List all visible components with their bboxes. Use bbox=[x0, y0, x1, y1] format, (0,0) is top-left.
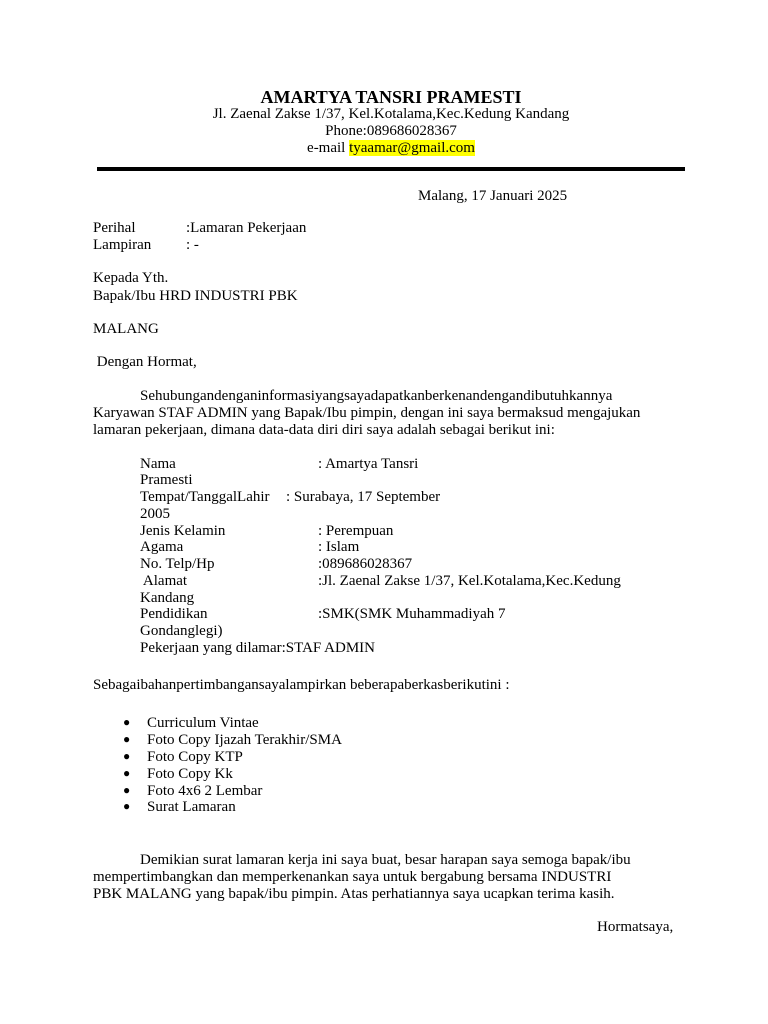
alamat-value: :Jl. Zaenal Zakse 1/37, Kel.Kotalama,Kec.Kedung bbox=[318, 573, 621, 589]
bullet-icon: ● bbox=[123, 766, 131, 780]
agama-label: Agama bbox=[140, 539, 184, 555]
lampiran-value: : - bbox=[186, 237, 199, 253]
jenis-kelamin-value: : Perempuan bbox=[318, 523, 394, 539]
attachments-intro: Sebagaibahanpertimbangansayalampirkan beberapaberkasberikutini : bbox=[93, 677, 510, 693]
header-address: Jl. Zaenal Zakse 1/37, Kel.Kotalama,Kec.Kedung Kandang bbox=[212, 106, 570, 122]
attachment-item: ● Curriculum Vintae bbox=[123, 715, 259, 731]
bullet-icon: ● bbox=[123, 799, 131, 813]
ttl-continued: 2005 bbox=[140, 506, 170, 522]
email-address: tyaamar@gmail.com bbox=[349, 140, 475, 156]
recipient-city: MALANG bbox=[93, 321, 159, 337]
attachment-item: ● Foto Copy KTP bbox=[123, 749, 243, 765]
ttl-value: : Surabaya, 17 September bbox=[286, 489, 441, 505]
agama-value: : Islam bbox=[318, 539, 360, 555]
applicant-name-heading: AMARTYA TANSRI PRAMESTI bbox=[260, 87, 522, 107]
perihal-value: :Lamaran Pekerjaan bbox=[186, 220, 307, 236]
pekerjaan-dilamar: Pekerjaan yang dilamar:STAF ADMIN bbox=[140, 640, 376, 656]
nama-value: : Amartya Tansri bbox=[318, 456, 419, 472]
bullet-icon: ● bbox=[123, 715, 131, 729]
perihal-label: Perihal bbox=[93, 220, 136, 236]
telp-value: :089686028367 bbox=[318, 556, 413, 572]
telp-label: No. Telp/Hp bbox=[140, 556, 215, 572]
greeting: Dengan Hormat, bbox=[93, 354, 197, 370]
intro-line-3: lamaran pekerjaan, dimana data-data diri diri saya adalah sebagai berikut ini: bbox=[93, 422, 555, 438]
lampiran-label: Lampiran bbox=[93, 237, 152, 253]
header-email-line bbox=[0, 140, 768, 157]
bullet-icon: ● bbox=[123, 749, 131, 763]
attachment-item: ● Surat Lamaran bbox=[123, 799, 236, 815]
ttl-label: Tempat/TanggalLahir bbox=[140, 489, 270, 505]
email-label: e-mail bbox=[307, 140, 350, 156]
closing-line-2: mempertimbangkan dan memperkenankan saya untuk bergabung bersama INDUSTRI bbox=[93, 869, 612, 885]
letterhead-divider bbox=[97, 167, 685, 171]
pendidikan-continued: Gondanglegi) bbox=[140, 623, 223, 639]
recipient-line-2: Bapak/Ibu HRD INDUSTRI PBK bbox=[93, 288, 298, 304]
closing-line-3: PBK MALANG yang bapak/ibu pimpin. Atas perhatiannya saya ucapkan terima kasih. bbox=[93, 886, 615, 902]
attachment-item: ● Foto Copy Kk bbox=[123, 766, 233, 782]
intro-line-1: Sehubungandenganinformasiyangsayadapatkanberkenandengandibutuhkannya bbox=[140, 388, 613, 404]
attachment-item: ● Foto Copy Ijazah Terakhir/SMA bbox=[123, 732, 342, 748]
jenis-kelamin-label: Jenis Kelamin bbox=[140, 523, 226, 539]
header-phone: Phone:089686028367 bbox=[325, 123, 457, 139]
nama-continued: Pramesti bbox=[140, 472, 193, 488]
recipient-line-1: Kepada Yth. bbox=[93, 270, 169, 286]
alamat-label: Alamat bbox=[140, 573, 188, 589]
letter-date: Malang, 17 Januari 2025 bbox=[418, 188, 568, 204]
attachment-item: ● Foto 4x6 2 Lembar bbox=[123, 783, 263, 799]
closing-line-1: Demikian surat lamaran kerja ini saya buat, besar harapan saya semoga bapak/ibu bbox=[140, 852, 631, 868]
alamat-continued: Kandang bbox=[140, 590, 195, 606]
intro-line-2: Karyawan STAF ADMIN yang Bapak/Ibu pimpin, dengan ini saya bermaksud mengajukan bbox=[93, 405, 641, 421]
pendidikan-label: Pendidikan bbox=[140, 606, 208, 622]
signoff: Hormatsaya, bbox=[597, 919, 674, 935]
bullet-icon: ● bbox=[123, 783, 131, 797]
bullet-icon: ● bbox=[123, 732, 131, 746]
nama-label: Nama bbox=[140, 456, 176, 472]
pendidikan-value: :SMK(SMK Muhammadiyah 7 bbox=[318, 606, 506, 622]
